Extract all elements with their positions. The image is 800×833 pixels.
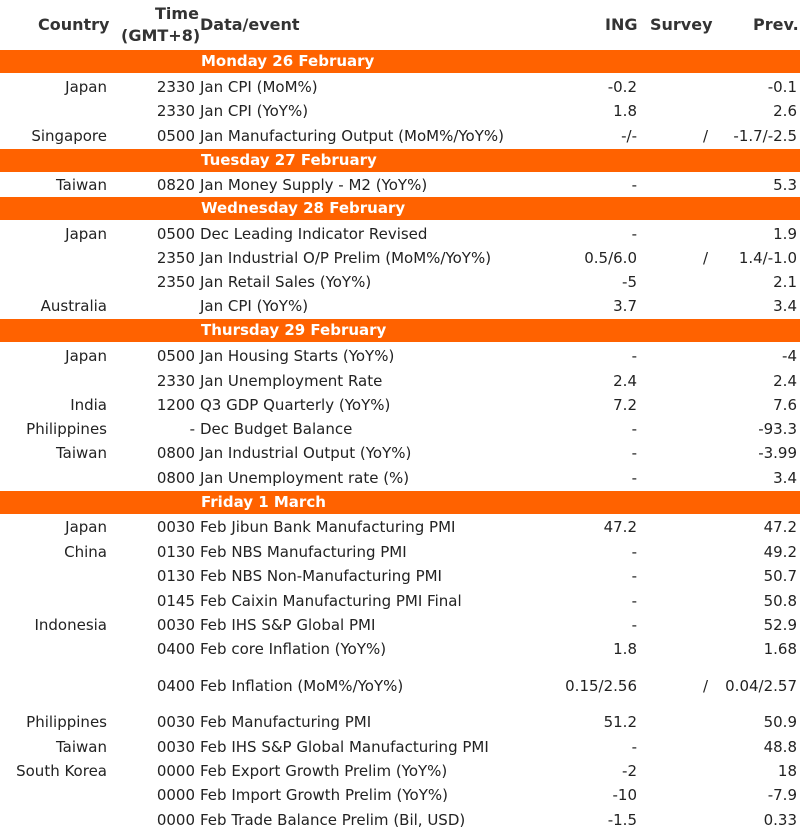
event-cell: Jan Unemployment rate (%) [200,469,410,487]
ing-cell: -10 [612,786,637,804]
event-cell: Feb Import Growth Prelim (YoY%) [200,786,448,804]
day-header [0,491,800,514]
prev-cell: 48.8 [763,738,797,756]
country-cell: Taiwan [55,176,107,194]
table-row [0,246,800,270]
prev-cell: -1.7/-2.5 [733,127,797,145]
country-cell: Philippines [26,713,107,731]
ing-cell: -/- [621,127,637,145]
event-cell: Feb Manufacturing PMI [200,713,372,731]
event-cell: Jan Money Supply - M2 (YoY%) [200,176,428,194]
event-cell: Feb NBS Non-Manufacturing PMI [200,567,442,585]
country-cell: Singapore [31,127,107,145]
prev-cell: 52.9 [763,616,797,634]
prev-cell: 3.4 [773,469,797,487]
time-cell: 0130 [156,543,195,561]
time-cell: 0500 [156,127,195,145]
ing-cell: 7.2 [613,396,637,414]
column-header-country: Country [38,15,110,34]
table-row [0,99,800,123]
ing-cell: 0.15/2.56 [565,677,637,695]
prev-cell: -4 [782,347,797,365]
table-row [0,637,800,661]
country-cell: Japan [65,78,107,96]
prev-cell: 2.1 [773,273,797,291]
prev-cell: 5.3 [773,176,797,194]
prev-cell: -93.3 [758,420,797,438]
ing-cell: 2.4 [613,372,637,390]
event-cell: Feb Inflation (MoM%/YoY%) [200,677,404,695]
ing-cell: - [631,444,637,462]
ing-cell: 51.2 [603,713,637,731]
table-row [0,466,800,490]
event-cell: Dec Budget Balance [200,420,353,438]
prev-cell: 1.4/-1.0 [738,249,797,267]
table-row [0,369,800,393]
table-row [0,613,800,637]
ing-cell: 1.8 [613,640,637,658]
ing-cell: - [631,420,637,438]
column-header-prev: Prev. [753,15,799,34]
table-row [0,808,800,832]
ing-cell: - [631,592,637,610]
day-header [0,149,800,172]
day-header [0,50,800,73]
ing-cell: 1.8 [613,102,637,120]
prev-cell: 50.7 [763,567,797,585]
event-cell: Jan Unemployment Rate [200,372,383,390]
time-cell: 0000 [156,786,195,804]
ing-cell: - [631,567,637,585]
ing-cell: - [631,176,637,194]
country-cell: Australia [40,297,107,315]
table-row [0,124,800,148]
ing-cell: - [631,225,637,243]
day-header [0,197,800,220]
table-row [0,710,800,734]
ing-cell: -1.5 [607,811,637,829]
ing-cell: 47.2 [603,518,637,536]
event-cell: Jan Housing Starts (YoY%) [200,347,395,365]
day-label: Wednesday 28 February [201,199,406,217]
prev-cell: 7.6 [773,396,797,414]
prev-cell: 50.9 [763,713,797,731]
day-label: Monday 26 February [201,52,375,70]
prev-cell: 0.33 [763,811,797,829]
time-cell: 0400 [156,640,195,658]
time-cell: - [189,420,195,438]
prev-cell: 49.2 [763,543,797,561]
table-row [0,441,800,465]
event-cell: Feb IHS S&P Global PMI [200,616,376,634]
event-cell: Jan CPI (YoY%) [200,102,309,120]
event-cell: Jan Manufacturing Output (MoM%/YoY%) [200,127,504,145]
table-row [0,735,800,759]
column-header-survey: Survey [650,15,713,34]
time-cell: 0030 [156,518,195,536]
time-cell: 0820 [156,176,195,194]
event-cell: Feb Caixin Manufacturing PMI Final [200,592,462,610]
country-cell: Japan [65,347,107,365]
time-cell: 2350 [156,273,195,291]
table-row [0,759,800,783]
table-row [0,540,800,564]
country-cell: South Korea [16,762,107,780]
time-cell: 0800 [156,444,195,462]
survey-cell: / [703,127,709,145]
ing-cell: - [631,543,637,561]
time-cell: 0030 [156,616,195,634]
country-cell: Taiwan [55,444,107,462]
table-row [0,222,800,246]
prev-cell: 50.8 [763,592,797,610]
survey-cell: / [703,249,709,267]
event-cell: Jan Retail Sales (YoY%) [200,273,372,291]
event-cell: Feb Export Growth Prelim (YoY%) [200,762,448,780]
ing-cell: - [631,738,637,756]
prev-cell: -3.99 [758,444,797,462]
column-header-event: Data/event [200,15,300,34]
prev-cell: 0.04/2.57 [725,677,797,695]
country-cell: Japan [65,225,107,243]
event-cell: Feb IHS S&P Global Manufacturing PMI [200,738,489,756]
event-cell: Feb Trade Balance Prelim (Bil, USD) [200,811,466,829]
table-row [0,674,800,698]
country-cell: Philippines [26,420,107,438]
time-cell: 0030 [156,713,195,731]
ing-cell: - [631,347,637,365]
prev-cell: -7.9 [767,786,797,804]
table-row [0,173,800,197]
event-cell: Feb Jibun Bank Manufacturing PMI [200,518,456,536]
ing-cell: -0.2 [607,78,637,96]
table-row [0,344,800,368]
event-cell: Dec Leading Indicator Revised [200,225,428,243]
survey-cell: / [703,677,709,695]
table-row [0,515,800,539]
time-cell: 0000 [156,811,195,829]
prev-cell: -0.1 [767,78,797,96]
event-cell: Q3 GDP Quarterly (YoY%) [200,396,391,414]
time-cell: 0400 [156,677,195,695]
table-row [0,783,800,807]
prev-cell: 2.6 [773,102,797,120]
time-cell: 0130 [156,567,195,585]
country-cell: Taiwan [55,738,107,756]
column-header-time: Time [155,4,199,23]
prev-cell: 47.2 [763,518,797,536]
prev-cell: 2.4 [773,372,797,390]
prev-cell: 18 [777,762,797,780]
time-cell: 0145 [156,592,195,610]
ing-cell: - [631,616,637,634]
event-cell: Feb core Inflation (YoY%) [200,640,387,658]
day-label: Thursday 29 February [201,321,387,339]
time-cell: 0000 [156,762,195,780]
time-cell: 0500 [156,225,195,243]
column-header-time-zone: (GMT+8) [121,26,201,45]
prev-cell: 1.9 [773,225,797,243]
time-cell: 2330 [156,102,195,120]
column-header-ing: ING [605,15,638,34]
table-row [0,417,800,441]
time-cell: 2330 [156,372,195,390]
event-cell: Jan CPI (MoM%) [200,78,318,96]
event-cell: Jan Industrial O/P Prelim (MoM%/YoY%) [200,249,492,267]
ing-cell: -2 [622,762,637,780]
event-cell: Jan Industrial Output (YoY%) [200,444,412,462]
prev-cell: 1.68 [763,640,797,658]
day-label: Friday 1 March [201,493,326,511]
ing-cell: - [631,469,637,487]
event-cell: Feb NBS Manufacturing PMI [200,543,407,561]
ing-cell: -5 [622,273,637,291]
day-label: Tuesday 27 February [201,151,377,169]
table-row [0,589,800,613]
time-cell: 1200 [156,396,195,414]
country-cell: Indonesia [34,616,107,634]
table-row [0,294,800,318]
country-cell: Japan [65,518,107,536]
table-row [0,75,800,99]
table-row [0,564,800,588]
ing-cell: 3.7 [613,297,637,315]
country-cell: China [64,543,107,561]
time-cell: 0030 [156,738,195,756]
time-cell: 2330 [156,78,195,96]
table-row [0,393,800,417]
prev-cell: 3.4 [773,297,797,315]
time-cell: 0800 [156,469,195,487]
day-header [0,319,800,342]
event-cell: Jan CPI (YoY%) [200,297,309,315]
time-cell: 2350 [156,249,195,267]
table-row [0,270,800,294]
ing-cell: 0.5/6.0 [584,249,637,267]
country-cell: India [70,396,107,414]
time-cell: 0500 [156,347,195,365]
